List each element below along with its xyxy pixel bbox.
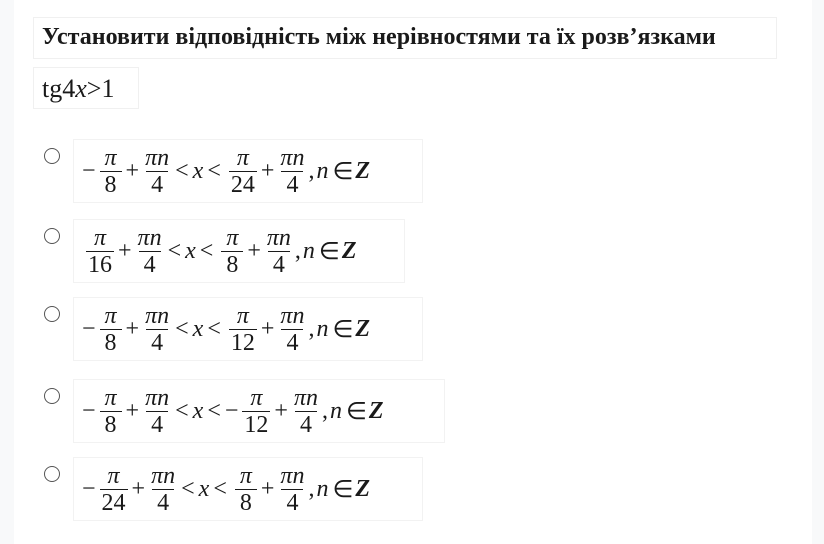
fraction xyxy=(235,463,257,516)
radio-button[interactable] xyxy=(44,388,60,404)
fraction xyxy=(221,225,243,278)
integers-set: Z xyxy=(355,157,371,184)
condition-func: tg xyxy=(42,74,63,103)
formula-box xyxy=(74,220,404,282)
fraction-denominator: 24 xyxy=(230,171,255,198)
fraction-denominator: 8 xyxy=(100,171,122,198)
condition-rel: > xyxy=(86,74,102,103)
fraction-denominator: 4 xyxy=(152,489,174,516)
comma: , xyxy=(308,475,315,502)
fraction-numerator: πn xyxy=(151,462,176,489)
fraction xyxy=(278,303,306,356)
integers-set: Z xyxy=(355,315,371,342)
integers-set: Z xyxy=(355,475,371,502)
sign: − xyxy=(82,475,96,502)
integers-set: Z xyxy=(368,397,384,424)
fraction xyxy=(229,145,257,198)
less-than-sign: < xyxy=(199,237,214,264)
fraction-denominator: 12 xyxy=(230,329,255,356)
inequality-formula xyxy=(74,220,362,282)
fraction-numerator: π xyxy=(93,224,107,251)
fraction xyxy=(100,303,122,356)
question-title: Установити відповідність між нерівностями та їх розв’язками xyxy=(42,24,716,50)
fraction-denominator: 12 xyxy=(244,411,269,438)
fraction xyxy=(143,303,171,356)
fraction-numerator: πn xyxy=(280,462,305,489)
formula-box xyxy=(74,458,422,520)
fraction xyxy=(100,463,128,516)
condition-var: x xyxy=(75,74,87,103)
plus-sign: + xyxy=(125,397,140,424)
variable-n: n xyxy=(330,397,342,424)
fraction-numerator: πn xyxy=(145,302,170,329)
fraction xyxy=(149,463,177,516)
less-than-sign: < xyxy=(175,157,189,184)
fraction-denominator: 24 xyxy=(101,489,126,516)
fraction xyxy=(278,463,306,516)
radio-button[interactable] xyxy=(44,466,60,482)
question-card xyxy=(14,0,812,544)
fraction-numerator: πn xyxy=(280,302,305,329)
fraction-denominator: 4 xyxy=(139,251,161,278)
fraction-denominator: 4 xyxy=(295,411,317,438)
fraction-denominator: 4 xyxy=(281,489,303,516)
sign: − xyxy=(82,397,96,424)
less-than-sign: < xyxy=(213,475,227,502)
fraction-denominator: 8 xyxy=(100,329,122,356)
less-than-sign: < xyxy=(167,237,182,264)
fraction xyxy=(265,225,293,278)
less-than-sign: < xyxy=(207,315,221,342)
fraction-denominator: 4 xyxy=(268,251,290,278)
fraction-numerator: π xyxy=(104,144,117,171)
formula-box xyxy=(74,298,422,360)
fraction xyxy=(242,385,270,438)
plus-sign: + xyxy=(118,237,132,264)
comma: , xyxy=(294,237,301,264)
fraction xyxy=(86,225,114,278)
fraction-denominator: 4 xyxy=(146,329,168,356)
radio-button[interactable] xyxy=(44,306,60,322)
variable-x: x xyxy=(198,475,210,502)
plus-sign: + xyxy=(274,397,288,424)
plus-sign: + xyxy=(125,157,140,184)
fraction-numerator: πn xyxy=(280,144,305,171)
fraction-numerator: πn xyxy=(145,384,170,411)
less-than-sign: < xyxy=(207,157,221,184)
comma: , xyxy=(308,157,315,184)
element-of-sign: ∈ xyxy=(332,316,354,343)
fraction-denominator: 4 xyxy=(281,171,303,198)
plus-sign: + xyxy=(131,475,146,502)
integers-set: Z xyxy=(341,237,357,264)
sign: − xyxy=(224,397,239,424)
fraction-denominator: 4 xyxy=(281,329,303,356)
fraction xyxy=(136,225,164,278)
plus-sign: + xyxy=(260,157,275,184)
fraction xyxy=(143,145,171,198)
fraction-numerator: π xyxy=(250,384,263,411)
plus-sign: + xyxy=(260,475,275,502)
less-than-sign: < xyxy=(207,397,221,424)
fraction-numerator: π xyxy=(104,384,117,411)
fraction-denominator: 8 xyxy=(235,489,257,516)
fraction-denominator: 8 xyxy=(221,251,243,278)
inequality-formula xyxy=(74,298,376,360)
plus-sign: + xyxy=(260,315,275,342)
fraction xyxy=(100,385,122,438)
fraction xyxy=(278,145,306,198)
fraction-numerator: π xyxy=(236,144,249,171)
condition-arg-num: 4 xyxy=(62,74,76,103)
condition-rhs: 1 xyxy=(101,74,115,103)
fraction-numerator: π xyxy=(226,224,239,251)
fraction xyxy=(100,145,122,198)
radio-button[interactable] xyxy=(44,228,60,244)
element-of-sign: ∈ xyxy=(346,398,367,425)
comma: , xyxy=(308,315,315,342)
variable-x: x xyxy=(192,157,204,184)
fraction xyxy=(143,385,171,438)
formula-box xyxy=(74,140,422,202)
fraction xyxy=(292,385,320,438)
plus-sign: + xyxy=(247,237,261,264)
element-of-sign: ∈ xyxy=(318,238,340,265)
fraction-numerator: π xyxy=(236,302,249,329)
comma: , xyxy=(322,397,328,424)
fraction xyxy=(229,303,257,356)
fraction-numerator: π xyxy=(239,462,252,489)
fraction-numerator: πn xyxy=(137,224,162,251)
fraction-denominator: 16 xyxy=(88,251,112,278)
radio-button[interactable] xyxy=(44,148,60,164)
fraction-numerator: πn xyxy=(266,224,291,251)
inequality-formula xyxy=(74,380,390,442)
fraction-numerator: πn xyxy=(145,144,170,171)
fraction-denominator: 4 xyxy=(146,171,168,198)
variable-x: x xyxy=(185,237,196,264)
sign: − xyxy=(82,157,96,184)
formula-box xyxy=(74,380,444,442)
fraction-numerator: π xyxy=(107,462,120,489)
less-than-sign: < xyxy=(181,475,195,502)
inequality-condition xyxy=(42,74,114,104)
fraction-denominator: 8 xyxy=(100,411,122,438)
sign: − xyxy=(82,315,96,342)
element-of-sign: ∈ xyxy=(332,158,354,185)
less-than-sign: < xyxy=(175,315,189,342)
variable-n: n xyxy=(316,315,329,342)
fraction-numerator: πn xyxy=(293,384,318,411)
fraction-numerator: π xyxy=(104,302,117,329)
variable-x: x xyxy=(192,315,204,342)
variable-n: n xyxy=(302,237,315,264)
fraction-denominator: 4 xyxy=(146,411,168,438)
variable-x: x xyxy=(192,397,204,424)
element-of-sign: ∈ xyxy=(332,476,354,503)
plus-sign: + xyxy=(125,315,140,342)
inequality-formula xyxy=(74,140,376,202)
less-than-sign: < xyxy=(175,397,189,424)
variable-n: n xyxy=(316,157,329,184)
inequality-formula xyxy=(74,458,376,520)
variable-n: n xyxy=(316,475,329,502)
